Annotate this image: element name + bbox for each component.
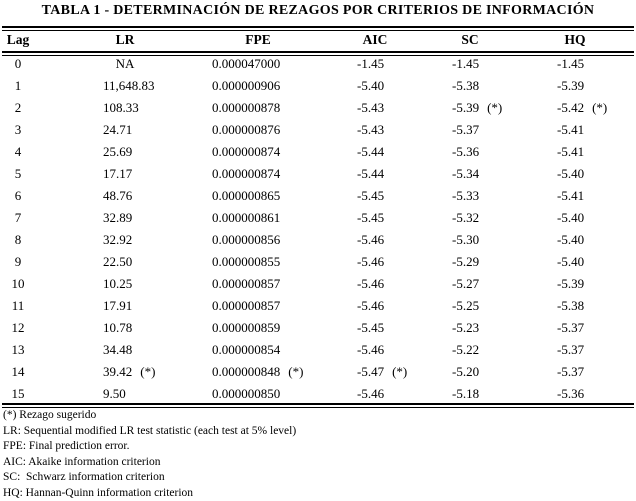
cell-aic — [357, 56, 384, 72]
cell-value: -5.37 — [452, 122, 479, 137]
cell-value: 0.000000906 — [212, 78, 280, 93]
cell-lag — [0, 254, 36, 270]
cell-fpe — [212, 254, 280, 270]
cell-sc — [452, 232, 479, 248]
cell-lr — [103, 342, 132, 358]
cell-value: -5.36 — [557, 386, 584, 401]
cell-value: -5.33 — [452, 188, 479, 203]
header-lag: Lag — [0, 32, 36, 48]
cell-hq — [557, 254, 584, 270]
cell-value: -5.39 — [452, 100, 479, 115]
cell-value: 48.76 — [103, 188, 132, 203]
cell-aic — [357, 386, 384, 402]
cell-lr — [103, 232, 132, 248]
cell-lr — [103, 188, 132, 204]
cell-value: 12 — [12, 320, 25, 335]
cell-fpe — [212, 122, 280, 138]
cell-lr — [103, 144, 132, 160]
table-row — [0, 276, 636, 298]
cell-value: 32.92 — [103, 232, 132, 247]
cell-value: -5.41 — [557, 122, 584, 137]
table-row — [0, 100, 636, 122]
cell-value: -5.29 — [452, 254, 479, 269]
cell-sc — [452, 298, 479, 314]
cell-aic — [357, 144, 384, 160]
cell-fpe — [212, 364, 303, 380]
cell-value: -5.46 — [357, 342, 384, 357]
cell-value: 0.000000855 — [212, 254, 280, 269]
note: (*) Rezago sugerido — [3, 408, 296, 424]
cell-value: 10.25 — [103, 276, 132, 291]
cell-value: -5.37 — [557, 320, 584, 335]
cell-lag — [0, 298, 36, 314]
cell-sc — [452, 386, 479, 402]
cell-sc — [452, 276, 479, 292]
cell-lag — [0, 56, 36, 72]
cell-hq — [557, 100, 607, 116]
table-row — [0, 364, 636, 386]
note: AIC: Akaike information criterion — [3, 455, 296, 471]
table-row — [0, 254, 636, 276]
cell-value: 34.48 — [103, 342, 132, 357]
cell-value: 0.000000856 — [212, 232, 280, 247]
cell-value: 0.000000878 — [212, 100, 280, 115]
cell-sc — [452, 166, 479, 182]
cell-lr — [103, 254, 132, 270]
cell-fpe — [212, 166, 280, 182]
cell-fpe — [212, 56, 280, 72]
cell-value: -5.46 — [357, 254, 384, 269]
suggested-lag-marker: (*) — [288, 364, 303, 379]
cell-value: -5.39 — [557, 276, 584, 291]
cell-value: 0.000000876 — [212, 122, 280, 137]
cell-value: 9.50 — [103, 386, 126, 401]
cell-hq — [557, 386, 584, 402]
note: SC: Schwarz information criterion — [3, 470, 296, 486]
cell-value: -5.37 — [557, 364, 584, 379]
cell-fpe — [212, 276, 280, 292]
cell-value: -5.40 — [557, 210, 584, 225]
cell-value: 39.42 — [103, 364, 132, 379]
cell-value: -5.46 — [357, 276, 384, 291]
cell-value: 0.000000859 — [212, 320, 280, 335]
cell-hq — [557, 232, 584, 248]
cell-hq — [557, 78, 584, 94]
cell-value: -5.46 — [357, 386, 384, 401]
cell-hq — [557, 122, 584, 138]
cell-lr — [103, 100, 139, 116]
cell-value: 24.71 — [103, 122, 132, 137]
cell-value: 10 — [12, 276, 25, 291]
cell-value: 11,648.83 — [103, 78, 155, 93]
cell-lag — [0, 100, 36, 116]
cell-lag — [0, 386, 36, 402]
cell-lr — [103, 298, 132, 314]
cell-hq — [557, 298, 584, 314]
table-row — [0, 210, 636, 232]
header-aic: AIC — [335, 32, 415, 48]
cell-value: -5.47 — [357, 364, 384, 379]
cell-value: 9 — [15, 254, 22, 269]
cell-value: -5.25 — [452, 298, 479, 313]
cell-sc — [452, 210, 479, 226]
table-row — [0, 232, 636, 254]
cell-hq — [557, 276, 584, 292]
cell-fpe — [212, 320, 280, 336]
cell-value: -5.32 — [452, 210, 479, 225]
cell-value: -1.45 — [557, 56, 584, 71]
cell-value: -5.30 — [452, 232, 479, 247]
cell-aic — [357, 276, 384, 292]
table-row — [0, 144, 636, 166]
cell-value: 4 — [15, 144, 22, 159]
cell-lag — [0, 232, 36, 248]
cell-value: 0.000000857 — [212, 298, 280, 313]
cell-value: -5.22 — [452, 342, 479, 357]
cell-value: 0.000000857 — [212, 276, 280, 291]
cell-value: 0.000000848 — [212, 364, 280, 379]
cell-aic — [357, 364, 407, 380]
cell-hq — [557, 166, 584, 182]
cell-value: -5.39 — [557, 78, 584, 93]
table-row — [0, 298, 636, 320]
table-title: TABLA 1 - DETERMINACIÓN DE REZAGOS POR CRITERIOS DE INFORMACIÓN — [0, 3, 636, 19]
cell-lr — [103, 166, 132, 182]
cell-value: -5.37 — [557, 342, 584, 357]
cell-lag — [0, 364, 36, 380]
cell-sc — [452, 342, 479, 358]
cell-hq — [557, 342, 584, 358]
cell-value: 0.000000854 — [212, 342, 280, 357]
cell-lag — [0, 78, 36, 94]
header-sc: SC — [430, 32, 510, 48]
cell-lr — [103, 56, 147, 72]
cell-value: 0.000000850 — [212, 386, 280, 401]
cell-value: NA — [116, 56, 135, 71]
cell-value: -5.23 — [452, 320, 479, 335]
cell-aic — [357, 122, 384, 138]
cell-value: 0.000047000 — [212, 56, 280, 71]
table-row — [0, 122, 636, 144]
cell-value: 0 — [15, 56, 22, 71]
table-row — [0, 320, 636, 342]
table-row — [0, 188, 636, 210]
cell-sc — [452, 78, 479, 94]
cell-aic — [357, 78, 384, 94]
cell-value: 108.33 — [103, 100, 139, 115]
cell-lr — [103, 276, 132, 292]
cell-value: -5.41 — [557, 188, 584, 203]
cell-value: -5.18 — [452, 386, 479, 401]
cell-value: 17.91 — [103, 298, 132, 313]
cell-lr — [103, 386, 126, 402]
suggested-lag-marker: (*) — [592, 100, 607, 115]
cell-value: -5.44 — [357, 144, 384, 159]
cell-value: -5.45 — [357, 320, 384, 335]
cell-value: -5.41 — [557, 144, 584, 159]
cell-value: 13 — [12, 342, 25, 357]
cell-value: -5.40 — [557, 232, 584, 247]
cell-fpe — [212, 144, 280, 160]
note: LR: Sequential modified LR test statistic (each test at 5% level) — [3, 424, 296, 440]
cell-aic — [357, 232, 384, 248]
cell-lag — [0, 320, 36, 336]
cell-aic — [357, 254, 384, 270]
cell-sc — [452, 100, 502, 116]
cell-value: -5.43 — [357, 100, 384, 115]
cell-value: -5.40 — [557, 166, 584, 181]
cell-value: 8 — [15, 232, 22, 247]
cell-lag — [0, 342, 36, 358]
cell-aic — [357, 166, 384, 182]
cell-value: -5.42 — [557, 100, 584, 115]
cell-value: -5.34 — [452, 166, 479, 181]
cell-hq — [557, 188, 584, 204]
cell-sc — [452, 320, 479, 336]
cell-fpe — [212, 210, 280, 226]
cell-lr — [103, 78, 155, 94]
cell-value: 1 — [15, 78, 22, 93]
cell-aic — [357, 188, 384, 204]
cell-fpe — [212, 342, 280, 358]
header-fpe: FPE — [218, 32, 298, 48]
cell-aic — [357, 100, 384, 116]
cell-sc — [452, 188, 479, 204]
cell-sc — [452, 254, 479, 270]
table-row — [0, 78, 636, 100]
cell-sc — [452, 122, 479, 138]
cell-value: -5.46 — [357, 232, 384, 247]
cell-fpe — [212, 298, 280, 314]
cell-value: -5.36 — [452, 144, 479, 159]
top-rule — [2, 26, 634, 31]
cell-value: -5.38 — [452, 78, 479, 93]
cell-aic — [357, 320, 384, 336]
cell-value: 0.000000874 — [212, 144, 280, 159]
cell-value: 22.50 — [103, 254, 132, 269]
cell-sc — [452, 144, 479, 160]
cell-hq — [557, 364, 584, 380]
cell-fpe — [212, 232, 280, 248]
cell-value: 6 — [15, 188, 22, 203]
cell-value: 7 — [15, 210, 22, 225]
cell-hq — [557, 320, 584, 336]
cell-lag — [0, 122, 36, 138]
cell-value: -5.40 — [557, 254, 584, 269]
cell-lag — [0, 276, 36, 292]
cell-value: -5.43 — [357, 122, 384, 137]
cell-value: 11 — [12, 298, 25, 313]
cell-lr — [103, 364, 155, 380]
cell-value: -5.45 — [357, 188, 384, 203]
cell-value: 25.69 — [103, 144, 132, 159]
cell-lag — [0, 210, 36, 226]
header-hq: HQ — [535, 32, 615, 48]
cell-value: -1.45 — [452, 56, 479, 71]
table-row — [0, 56, 636, 78]
cell-value: 0.000000874 — [212, 166, 280, 181]
cell-hq — [557, 210, 584, 226]
table-row — [0, 342, 636, 364]
cell-sc — [452, 56, 479, 72]
table-notes — [3, 408, 296, 501]
cell-aic — [357, 210, 384, 226]
cell-hq — [557, 56, 584, 72]
cell-sc — [452, 364, 479, 380]
cell-value: -5.46 — [357, 298, 384, 313]
cell-value: 2 — [15, 100, 22, 115]
cell-value: 0.000000861 — [212, 210, 280, 225]
suggested-lag-marker: (*) — [392, 364, 407, 379]
cell-aic — [357, 342, 384, 358]
cell-value: 3 — [15, 122, 22, 137]
cell-aic — [357, 298, 384, 314]
suggested-lag-marker: (*) — [487, 100, 502, 115]
cell-hq — [557, 144, 584, 160]
cell-value: 10.78 — [103, 320, 132, 335]
cell-value: 15 — [12, 386, 25, 401]
cell-fpe — [212, 100, 280, 116]
cell-value: 14 — [12, 364, 25, 379]
cell-value: 0.000000865 — [212, 188, 280, 203]
cell-value: -5.40 — [357, 78, 384, 93]
header-lr: LR — [85, 32, 165, 48]
cell-lag — [0, 188, 36, 204]
suggested-lag-marker: (*) — [140, 364, 155, 379]
cell-value: -5.44 — [357, 166, 384, 181]
cell-value: -5.45 — [357, 210, 384, 225]
cell-lr — [103, 320, 132, 336]
cell-value: 17.17 — [103, 166, 132, 181]
cell-lag — [0, 166, 36, 182]
cell-fpe — [212, 386, 280, 402]
cell-value: -5.38 — [557, 298, 584, 313]
cell-value: 5 — [15, 166, 22, 181]
cell-lr — [103, 210, 132, 226]
table-row — [0, 166, 636, 188]
cell-fpe — [212, 188, 280, 204]
note: FPE: Final prediction error. — [3, 439, 296, 455]
cell-value: 32.89 — [103, 210, 132, 225]
cell-value: -5.20 — [452, 364, 479, 379]
cell-fpe — [212, 78, 280, 94]
cell-value: -5.27 — [452, 276, 479, 291]
note: HQ: Hannan-Quinn information criterion — [3, 486, 296, 501]
cell-value: -1.45 — [357, 56, 384, 71]
cell-lag — [0, 144, 36, 160]
cell-lr — [103, 122, 132, 138]
